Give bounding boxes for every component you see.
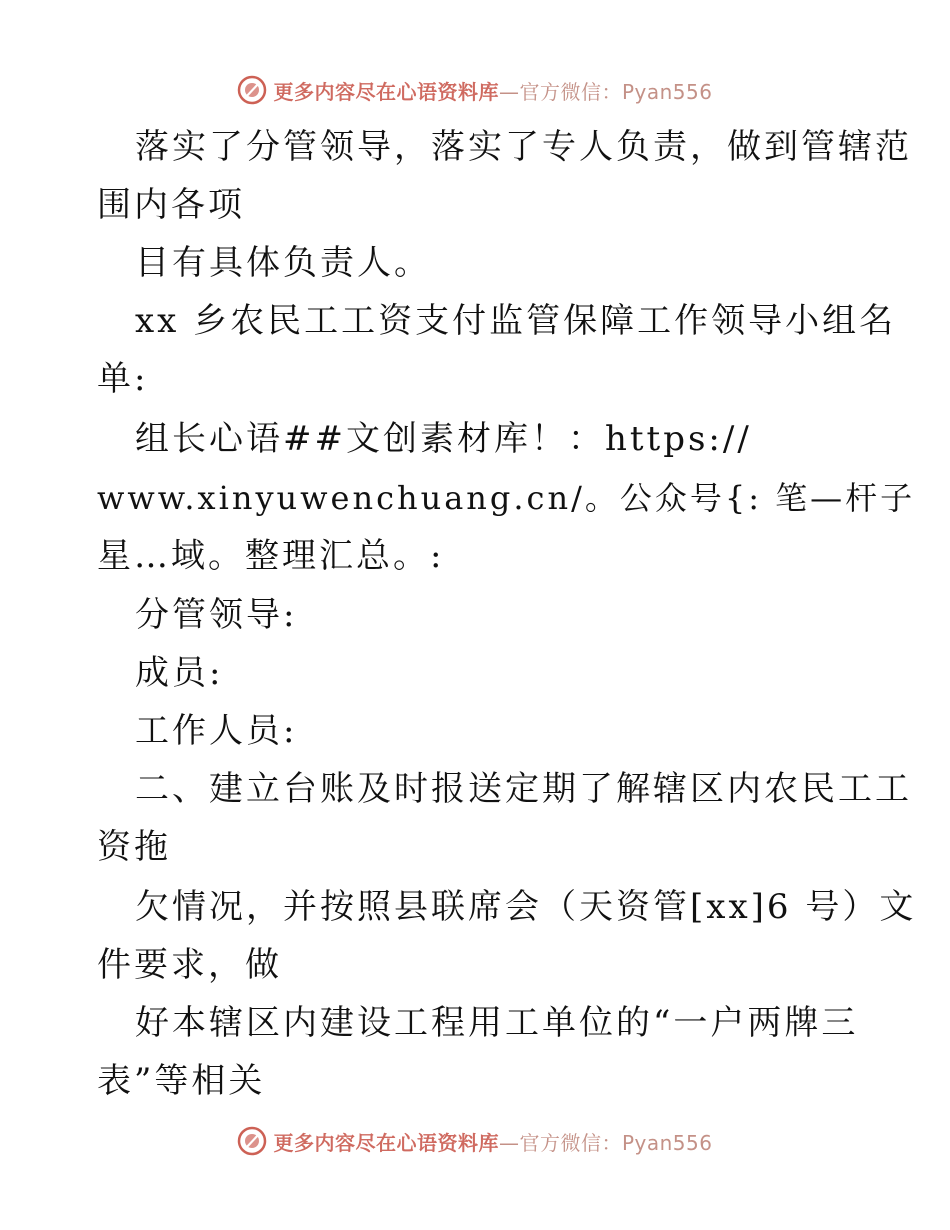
header-watermark-text: 更多内容尽在心语资料库—官方微信：Pyan556 [273, 79, 713, 104]
text-line: 好本辖区内建设工程用工单位的“一户两牌三 [135, 1003, 859, 1043]
text-line: 二、建立台账及时报送定期了解辖区内农民工工 [135, 769, 912, 809]
text-line: 资拖 [97, 827, 171, 867]
text-line: 表”等相关 [97, 1061, 266, 1101]
text-line: www.xinyuwenchuang.cn/。公众号{: 笔—杆子 [97, 479, 916, 517]
brand-logo-icon [237, 75, 267, 105]
document-body [0, 116, 950, 1116]
text-line: 成员: [135, 653, 224, 693]
text-line: 组长心语##文创素材库！：https:// [135, 419, 752, 459]
footer-watermark-text: 更多内容尽在心语资料库—官方微信：Pyan556 [273, 1130, 713, 1155]
text-line: 围内各项 [97, 185, 245, 225]
header-watermark [0, 70, 950, 110]
text-line: xx 乡农民工工资支付监管保障工作领导小组名 [135, 301, 897, 341]
text-line: 星…域。整理汇总。: [97, 536, 445, 576]
text-line: 落实了分管领导，落实了专人负责，做到管辖范 [135, 127, 912, 167]
text-line: 工作人员: [135, 711, 298, 751]
text-line: 件要求，做 [97, 945, 282, 985]
text-line: 分管领导: [135, 595, 298, 635]
text-line: 欠情况，并按照县联席会（天资管[xx]6 号）文 [135, 887, 917, 927]
footer-watermark [0, 1121, 950, 1161]
brand-logo-icon [237, 1126, 267, 1156]
text-line: 目有具体负责人。 [135, 243, 431, 283]
text-line: 单: [97, 359, 149, 399]
